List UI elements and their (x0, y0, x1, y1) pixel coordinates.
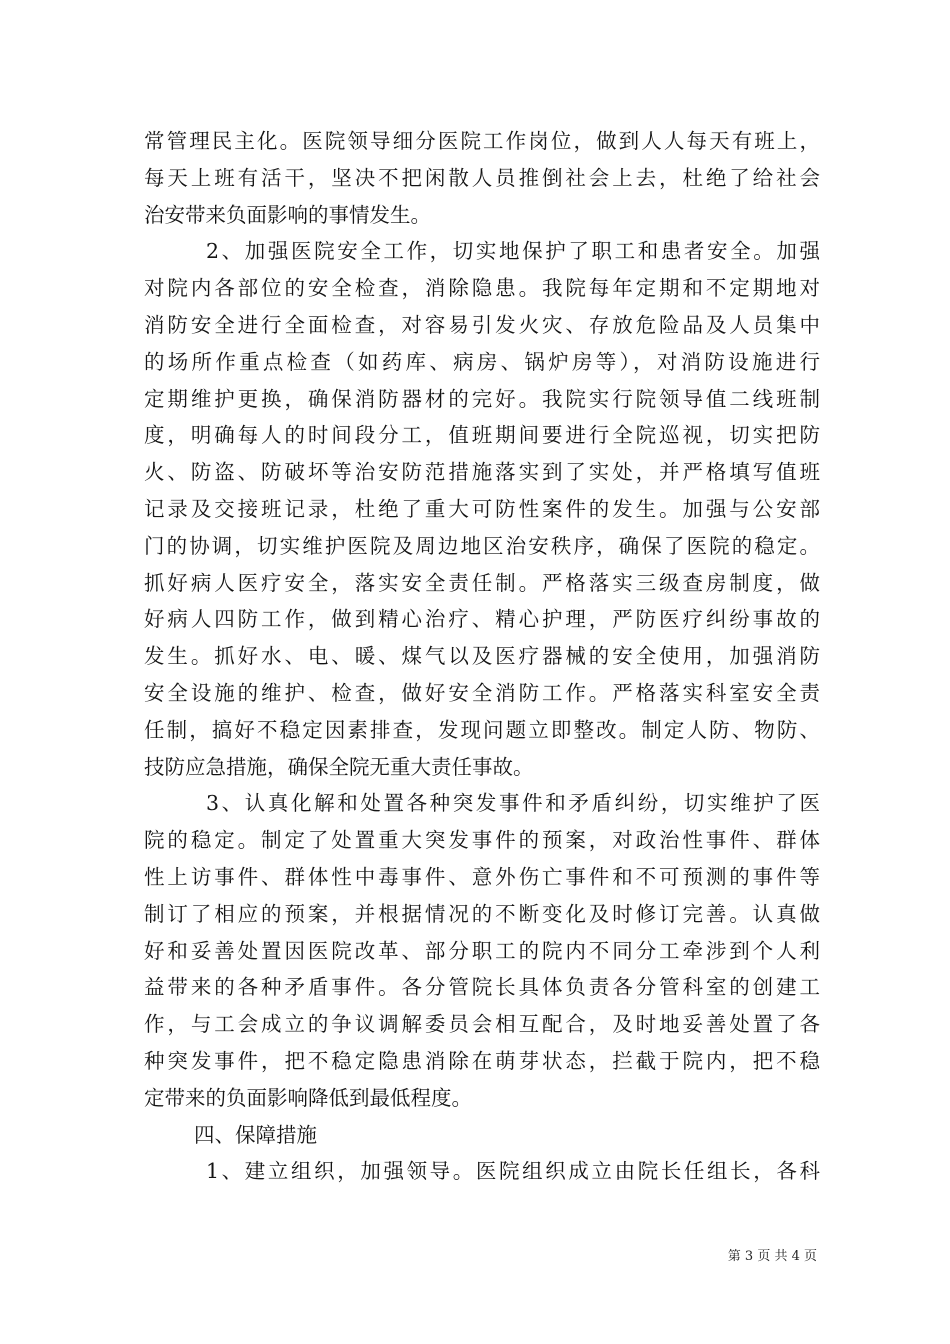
text-line: 定带来的负面影响降低到最低程度。 (144, 1085, 472, 1110)
text-line: 度，明确每人的时间段分工，值班期间要进行全院巡视，切实把防 (144, 423, 820, 448)
text-line: 对院内各部位的安全检查，消除隐患。我院每年定期和不定期地对 (144, 276, 820, 301)
text-line: 制订了相应的预案，并根据情况的不断变化及时修订完善。认真做 (144, 901, 820, 926)
text-line: 抓好病人医疗安全，落实安全责任制。严格落实三级查房制度，做 (144, 570, 820, 595)
text-line: 院的稳定。制定了处置重大突发事件的预案，对政治性事件、群体 (144, 828, 820, 853)
section-heading: 四、保障措施 (194, 1122, 317, 1147)
text-line: 消防安全进行全面检查，对容易引发火灾、存放危险品及人员集中 (144, 312, 820, 337)
text-line: 每天上班有活干，坚决不把闲散人员推倒社会上去，杜绝了给社会 (144, 165, 820, 190)
text-line: 门的协调，切实维护医院及周边地区治安秩序，确保了医院的稳定。 (144, 533, 820, 558)
text-line: 技防应急措施，确保全院无重大责任事故。 (144, 754, 534, 779)
text-line: 益带来的各种矛盾事件。各分管院长具体负责各分管科室的创建工 (144, 975, 820, 1000)
text-line: 发生。抓好水、电、暖、煤气以及医疗器械的安全使用，加强消防 (144, 644, 820, 669)
text-line: 任制，搞好不稳定因素排查，发现问题立即整改。制定人防、物防、 (144, 717, 820, 742)
text-line: 常管理民主化。医院领导细分医院工作岗位，做到人人每天有班上， (144, 129, 820, 153)
text-line: 好病人四防工作，做到精心治疗、精心护理，严防医疗纠纷事故的 (144, 607, 820, 632)
text-line: 1、建立组织，加强领导。医院组织成立由院长任组长，各科 (206, 1159, 820, 1184)
text-line: 安全设施的维护、检查，做好安全消防工作。严格落实科室安全责 (144, 680, 820, 705)
text-line: 3、认真化解和处置各种突发事件和矛盾纠纷，切实维护了医 (206, 791, 820, 816)
text-line: 火、防盗、防破坏等治安防范措施落实到了实处，并严格填写值班 (144, 460, 820, 485)
document-body (144, 123, 820, 1190)
text-line: 2、加强医院安全工作，切实地保护了职工和患者安全。加强 (206, 239, 820, 264)
text-line: 性上访事件、群体性中毒事件、意外伤亡事件和不可预测的事件等 (144, 864, 820, 889)
text-line: 记录及交接班记录，杜绝了重大可防性案件的发生。加强与公安部 (144, 496, 820, 521)
page-number-footer: 第 3 页 共 4 页 (727, 1249, 817, 1264)
text-line: 治安带来负面影响的事情发生。 (144, 202, 431, 227)
text-line: 的场所作重点检查（如药库、病房、锅炉房等），对消防设施进行 (144, 349, 820, 374)
text-line: 作，与工会成立的争议调解委员会相互配合，及时地妥善处置了各 (144, 1012, 820, 1037)
text-line: 好和妥善处置因医院改革、部分职工的院内不同分工牵涉到个人利 (144, 938, 820, 963)
text-line: 种突发事件，把不稳定隐患消除在萌芽状态，拦截于院内，把不稳 (144, 1048, 820, 1073)
text-line: 定期维护更换，确保消防器材的完好。我院实行院领导值二线班制 (144, 386, 820, 411)
